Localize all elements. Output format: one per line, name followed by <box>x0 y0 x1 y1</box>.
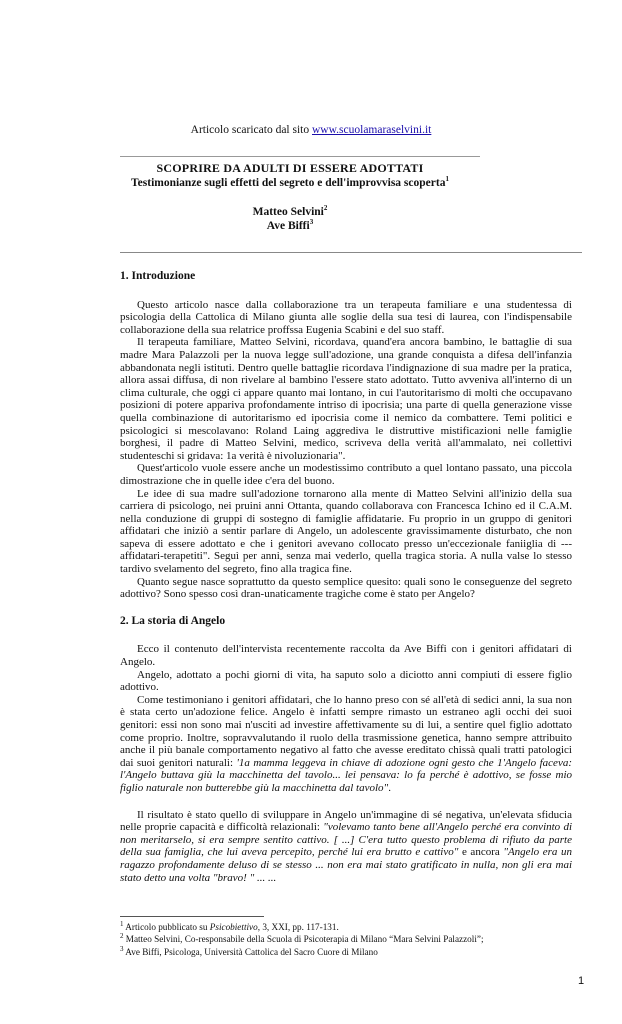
page-number: 1 <box>578 975 585 987</box>
footnote-2 <box>120 933 580 945</box>
paragraph: Quanto segue nasce soprattutto da questo semplice quesito: quali sono le conseguenze del segreto adottivo? Sono spesso così dran-unaticamente tragiche come è stato per Angelo? <box>120 575 572 601</box>
quote: "volevamo tanto bene all'Angelo perché era convinto di non meritarselo, si era sempre sentito cattivo. [ ...] C'era tutto questo problema di rifiuto da parte della sua famiglia, che lui aveva percepito, perché lui era brutto e cattivo" <box>120 821 572 859</box>
footnote-ref-1: 1 <box>445 175 449 184</box>
author-name: Matteo Selvini <box>252 206 324 218</box>
paragraph <box>120 694 572 795</box>
quote: "Angelo era un ragazzo profondamente deluso di se stesso ... non era mai stato gratificato in nulla, non gli era mai stato detto una volta "bravo! " ... ... <box>120 846 572 884</box>
quote: '1a mamma leggeva in chiave di adozione ogni gesto che 1'Angelo faceva: l'Angelo buttava giù la macchinetta del tavolo... lei pensava: lo fa perché è adottivo, se fosse mio figlio naturale non butterebbe giù la macchinetta dal tavolo" <box>120 756 572 794</box>
footnote-1 <box>120 921 580 933</box>
footnote-rule <box>120 916 264 917</box>
footnote-number: 1 <box>120 919 124 928</box>
footnote-journal: Psicobiettivo <box>209 922 258 932</box>
paragraph-text: e ancora <box>458 846 504 859</box>
paragraph-text: Come testimoniano i genitori affidatari, che lo hanno preso con sé all'età di sedici anni, la sua non è stata certo un'adozione felice. Angelo è infatti sempre rimasto un estraneo agli occhi dei suoi genitori: essi non sono mai n'usciti ad investire affettivamente su di lui, a sentire quel figlio adottato come proprio. Inoltre, sopravvalutando il ruolo della trasmissione genetica, hanno sempre attribuito anche il più banale comportamento negativo al fatto che avesse ereditato chissà quali tratti patologici dai suoi genitori naturali: <box>120 693 572 769</box>
paragraph <box>120 809 572 885</box>
paragraph-text: Il risultato è stato quello di sviluppare in Angelo un'immagine di sé negativa, un'elevata sfiducia nelle proprie capacità e difficoltà relazionali: <box>120 808 572 834</box>
paragraph: Quest'articolo vuole essere anche un modestissimo contributo a quel lontano passato, una piccola dimostrazione che in quelle idee c'era del buono. <box>120 462 572 487</box>
section-heading-introduzione: 1. Introduzione <box>120 270 196 282</box>
article-body <box>120 270 572 884</box>
paragraph: Angelo, adottato a pochi giorni di vita, ha saputo solo a diciotto anni compiuti di essere figlio adottivo. <box>120 668 572 694</box>
footnote-ref-3: 3 <box>309 218 314 227</box>
header-rule-top <box>120 156 480 157</box>
article-subtitle <box>120 177 460 189</box>
footnote-ref-2: 2 <box>323 204 328 213</box>
footnote-number: 2 <box>120 932 124 941</box>
paragraph-text: . <box>388 781 391 794</box>
footnote-text: Matteo Selvini, Co-responsabile della Scuola di Psicoterapia di Milano “Mara Selvini Palazzoli”; <box>123 934 484 945</box>
footnote-number: 3 <box>120 944 124 953</box>
author-2 <box>120 219 460 233</box>
header-rule-bottom <box>120 252 582 253</box>
author-name: Ave Biffi <box>266 220 310 232</box>
footnote-text: Articolo pubblicato su <box>123 922 210 932</box>
footnote-3 <box>120 946 580 958</box>
footnote-text: , 3, XXI, pp. 117-131. <box>257 922 339 932</box>
subtitle-text: Testimonianze sugli effetti del segreto e dell'improvvisa scoperta <box>131 177 446 189</box>
article-title: SCOPRIRE DA ADULTI DI ESSERE ADOTTATI <box>156 161 424 175</box>
source-line <box>0 124 622 136</box>
paragraph: Il terapeuta familiare, Matteo Selvini, ricordava, quand'era ancora bambino, le battaglie di sua madre Mara Palazzoli per la nuova legge sull'adozione, una grande conquista a difesa dell'infanzia abbandonata negli istituti. Dentro quelle battaglie ricordava l'indignazione di sua madre per la pratica, allora assai diffusa, di non rivelare al bambino l'essere stato adottato. Tutto avveniva all'interno di un clima culturale, che oggi ci appare quanto mai lontano, in cui l'autoritarismo di molti che occupavano posizioni di potere appariva profondamente intriso di ipocrisia; una parte di quella generazione visse quella combinazione di autoritarismo ed ipocrisia come il nemico da combattere. Temi politici e psicologici si mescolavano: Roland Laing aggrediva le distruttive mistificazioni nelle famiglie borghesi, il padre di Matteo Selvini, medico, scriveva della verità all'ammalato, nei collettivi studenteschi si gridava: 1a verità è nivoluzionaria". <box>120 336 572 462</box>
authors <box>120 205 460 233</box>
author-1 <box>120 205 460 219</box>
paragraph: Questo articolo nasce dalla collaborazione tra un terapeuta familiare e una studentessa di psicologia della Cattolica di Milano giunta alle soglie della sua tesi di laurea, con l'indispensabile collaborazione della sua relatrice proffssa Eugenia Scabini e del suo staff. <box>120 298 572 336</box>
source-prefix: Articolo scaricato dal sito <box>190 124 312 136</box>
paragraph: Ecco il contenuto dell'intervista recentemente raccolta da Ave Biffi con i genitori affidatari di Angelo. <box>120 643 572 669</box>
section-heading-storia-angelo: 2. La storia di Angelo <box>120 614 226 627</box>
footnote-text: Ave Biffi, Psicologa, Università Cattolica del Sacro Cuore di Milano <box>123 946 378 957</box>
footnotes <box>120 921 580 958</box>
source-link[interactable]: www.scuolamaraselvini.it <box>312 124 432 136</box>
paragraph: Le idee di sua madre sull'adozione tornarono alla mente di Matteo Selvini all'inizio della sua carriera di psicologo, nei pruini anni Ottanta, quando collaborava con Francesca Ichino ed il C.A.M. nella conduzione di gruppi di sostegno di famiglie affidatarie. Fu proprio in un gruppo di genitori affidatari che iniziò a sentir parlare di Angelo, un adolescente gravissimamente disturbato, che non sapeva di essere adottato e che i genitori avevano collocato presso un'eccezionale faniiglia di ---affidatari-terapetiti". Seguì per anni, senza mai vederlo, quella tragica storia. A nulla valse lo stesso tardivo svelamento del segreto, fino alla tragica fine. <box>120 487 572 576</box>
title-block <box>120 161 460 233</box>
